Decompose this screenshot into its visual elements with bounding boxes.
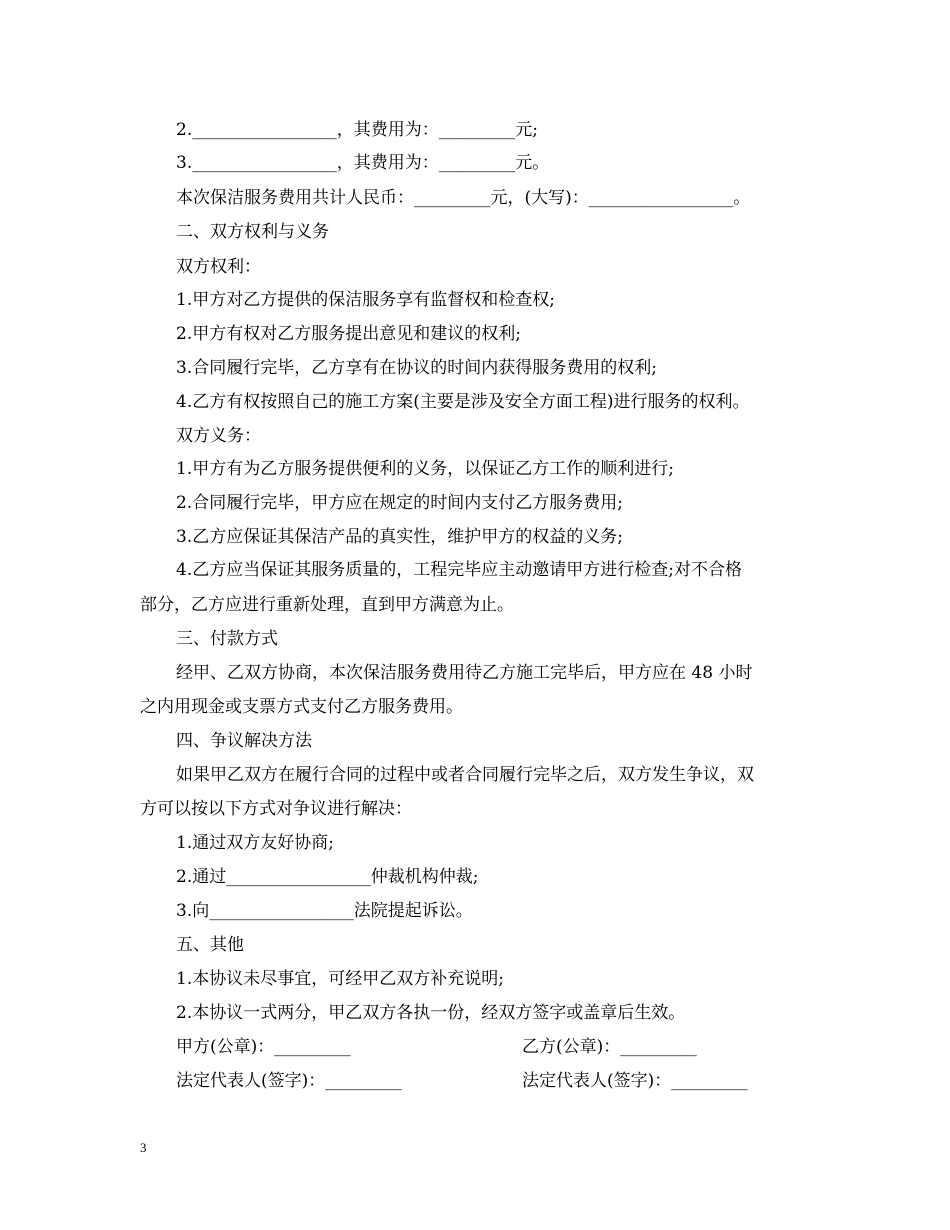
obligations-item-4: 4.乙方应当保证其服务质量的，工程完毕应主动邀请甲方进行检查;对不合格 <box>176 560 742 580</box>
party-a-representative: 法定代表人(签字)：_________ <box>176 1071 402 1091</box>
disputes-paragraph: 如果甲乙双方在履行合同的过程中或者合同履行完毕之后，双方发生争议，双 <box>176 765 754 785</box>
section-heading-payment: 三、付款方式 <box>176 629 278 649</box>
subheading-obligations: 双方义务： <box>176 426 261 446</box>
rights-item-1: 1.甲方对乙方提供的保洁服务享有监督权和检查权; <box>176 290 555 310</box>
rights-item-4: 4.乙方有权按照自己的施工方案(主要是涉及安全方面工程)进行服务的权利。 <box>176 392 750 412</box>
disputes-paragraph-cont: 方可以按以下方式对争议进行解决： <box>140 799 412 819</box>
obligations-item-4-cont: 部分，乙方应进行重新处理，直到甲方满意为止。 <box>140 595 514 615</box>
party-b-seal: 乙方(公章)：_________ <box>522 1037 697 1057</box>
rights-item-3: 3.合同履行完毕，乙方享有在协议的时间内获得服务费用的权利; <box>176 358 657 378</box>
obligations-item-2: 2.合同履行完毕，甲方应在规定的时间内支付乙方服务费用; <box>176 493 623 513</box>
obligations-item-3: 3.乙方应保证其保洁产品的真实性，维护甲方的权益的义务; <box>176 527 623 547</box>
fee-total: 本次保洁服务费用共计人民币：_________元，(大写)：_________________。 <box>176 188 751 208</box>
fee-item-3: 3._________________，其费用为：_________元。 <box>176 153 550 173</box>
rights-item-2: 2.甲方有权对乙方服务提出意见和建议的权利; <box>176 324 521 344</box>
other-item-2: 2.本协议一式两分，甲乙双方各执一份，经双方签字或盖章后生效。 <box>176 1003 686 1023</box>
obligations-item-1: 1.甲方有为乙方服务提供便利的义务，以保证乙方工作的顺利进行; <box>176 459 674 479</box>
page-number: 3 <box>140 1140 147 1155</box>
subheading-rights: 双方权利： <box>176 257 261 277</box>
disputes-item-3: 3.向_________________法院提起诉讼。 <box>176 901 473 921</box>
party-b-representative: 法定代表人(签字)：_________ <box>522 1071 748 1091</box>
section-heading-rights-obligations: 二、双方权利与义务 <box>176 222 329 242</box>
other-item-1: 1.本协议未尽事宜，可经甲乙双方补充说明; <box>176 969 504 989</box>
payment-paragraph-cont: 之内用现金或支票方式支付乙方服务费用。 <box>140 697 463 717</box>
payment-paragraph: 经甲、乙双方协商，本次保洁服务费用待乙方施工完毕后，甲方应在 48 小时 <box>176 663 753 683</box>
section-heading-other: 五、其他 <box>176 935 244 955</box>
section-heading-disputes: 四、争议解决方法 <box>176 731 312 751</box>
disputes-item-1: 1.通过双方友好协商; <box>176 833 334 853</box>
fee-item-2: 2._________________，其费用为：_________元; <box>176 120 538 140</box>
disputes-item-2: 2.通过_________________仲裁机构仲裁; <box>176 867 479 887</box>
party-a-seal: 甲方(公章)：_________ <box>176 1037 351 1057</box>
